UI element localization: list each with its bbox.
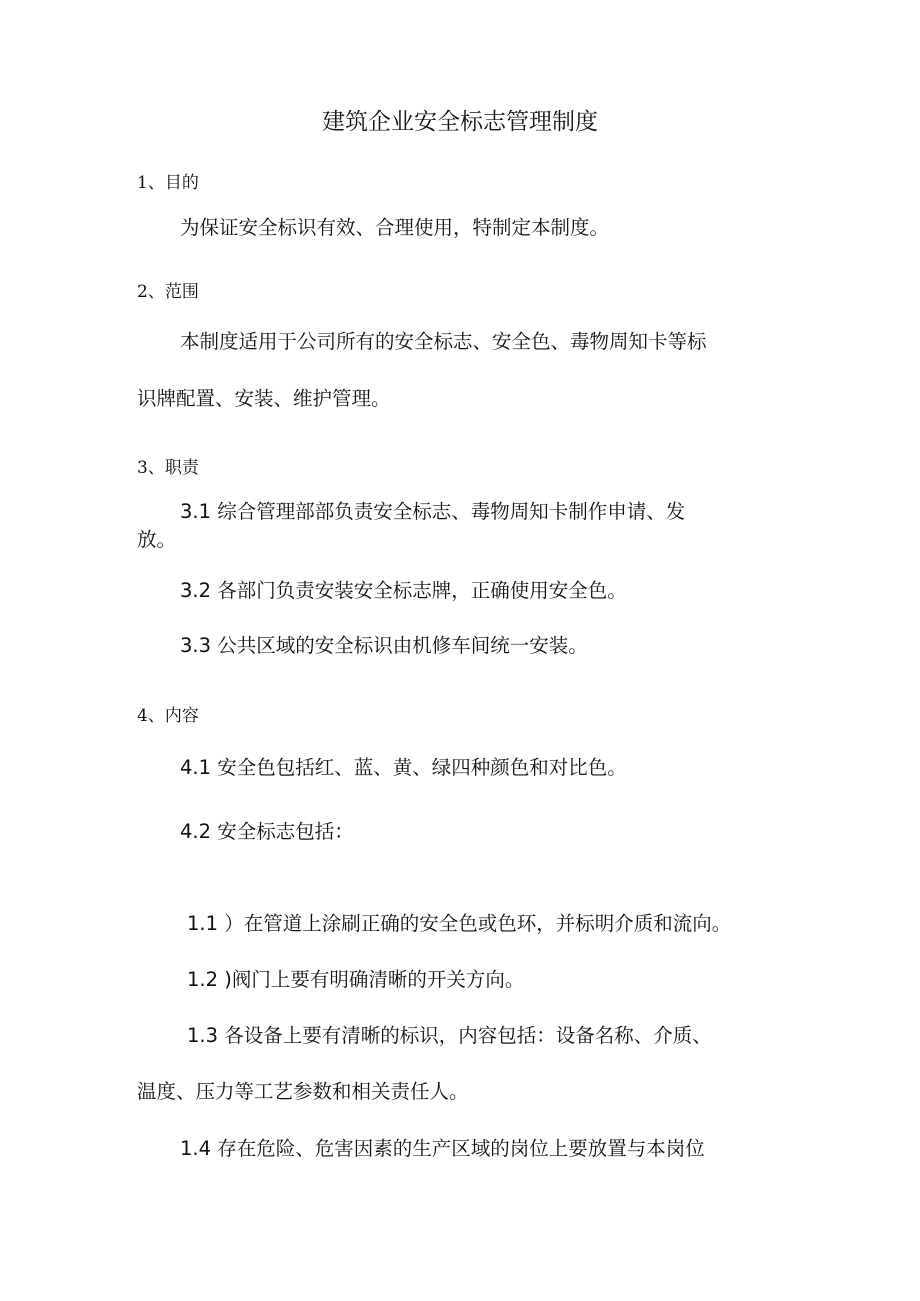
content-subitem-1-3-line-1: 1.3 各设备上要有清晰的标识，内容包括：设备名称、介质、 [187,1024,712,1047]
section-heading-scope: 2、范围 [137,282,199,302]
content-subitem-1-2: 1.2 )阀门上要有明确清晰的开关方向。 [187,968,525,991]
duty-item-3-3: 3.3 公共区域的安全标识由机修车间统一安装。 [180,634,588,657]
section-heading-content: 4、内容 [137,706,199,726]
content-subitem-1-4: 1.4 存在危险、危害因素的生产区域的岗位上要放置与本岗位 [180,1137,705,1160]
duty-item-3-1-line-2: 放。 [137,528,177,551]
paragraph-scope-line-1: 本制度适用于公司所有的安全标志、安全色、毒物周知卡等标 [180,330,707,353]
content-item-4-2: 4.2 安全标志包括： [180,820,354,843]
paragraph-scope-line-2: 识牌配置、安装、维护管理。 [137,387,391,410]
duty-item-3-1-line-1: 3.1 综合管理部部负责安全标志、毒物周知卡制作申请、发 [180,500,686,523]
duty-item-3-2: 3.2 各部门负责安装安全标志牌，正确使用安全色。 [180,579,627,602]
content-item-4-1: 4.1 安全色包括红、蓝、黄、绿四种颜色和对比色。 [180,756,627,779]
section-heading-duties: 3、职责 [137,458,199,478]
content-subitem-1-1: 1.1 ）在管道上涂刷正确的安全色或色环，并标明介质和流向。 [187,912,732,935]
content-subitem-1-3-line-2: 温度、压力等工艺参数和相关责任人。 [137,1080,469,1103]
paragraph-purpose: 为保证安全标识有效、合理使用，特制定本制度。 [180,216,610,239]
document-title: 建筑企业安全标志管理制度 [322,109,598,135]
section-heading-purpose: 1、目的 [137,173,199,193]
